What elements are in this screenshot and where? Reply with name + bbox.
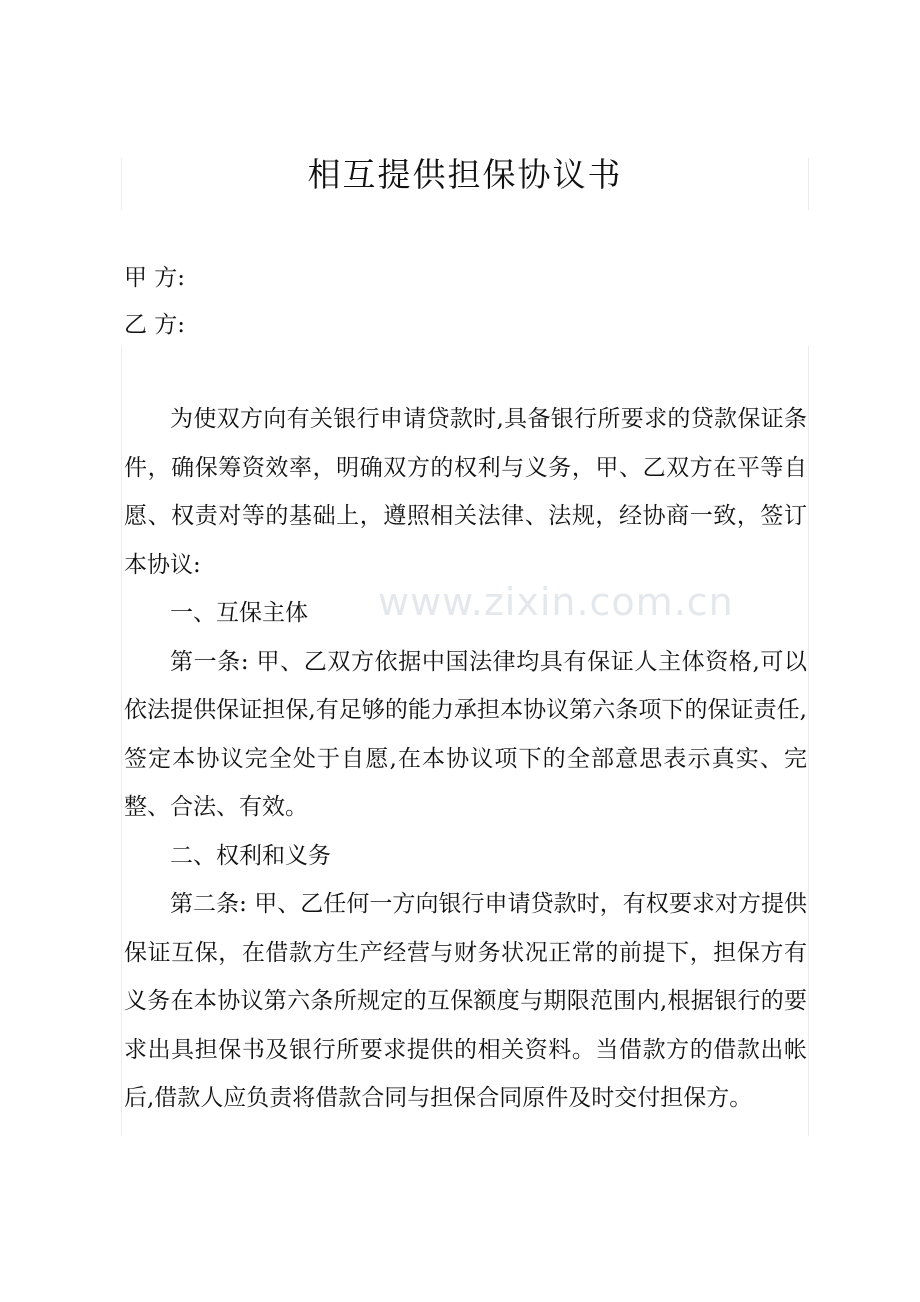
article-1-paragraph: 第一条: 甲、乙双方依据中国法律均具有保证人主体资格,可以依法提供保证担保,有足够的能力承担本协议第六条项下的保证责任,签定本协议完全处于自愿,在本协议项下的全部意思表示真实、完整、合法、有效。 [124,648,807,820]
frame-line-right-body [808,346,809,1136]
party-b-label: 乙 方: [124,312,186,338]
site-watermark: www.zixin.com.cn [378,580,734,624]
section-heading-2: 二、权利和义务 [170,842,331,869]
agreement-body [124,395,807,1123]
frame-line-left-body [121,346,122,1136]
title-box [121,150,809,210]
party-a-label: 甲 方: [124,265,186,291]
document-title: 相互提供担保协议书 [307,155,623,194]
article-2-paragraph: 第二条: 甲、乙任何一方向银行申请贷款时，有权要求对方提供保证互保，在借款方生产经营与财务状况正常的前提下，担保方有义务在本协议第六条所规定的互保额度与期限范围内,根据银行的要求出具担保书及银行所要求提供的相关资料。当借款方的借款出帐后,借款人应负责将借款合同与担保合同原件及时交付担保方。 [124,891,807,1111]
intro-paragraph: 为使双方向有关银行申请贷款时,具备银行所要求的贷款保证条件，确保筹资效率，明确双方的权利与义务，甲、乙双方在平等自愿、权责对等的基础上，遵照相关法律、法规，经协商一致，签订本协议: [124,406,807,578]
section-heading-1: 一、互保主体 [170,600,308,626]
